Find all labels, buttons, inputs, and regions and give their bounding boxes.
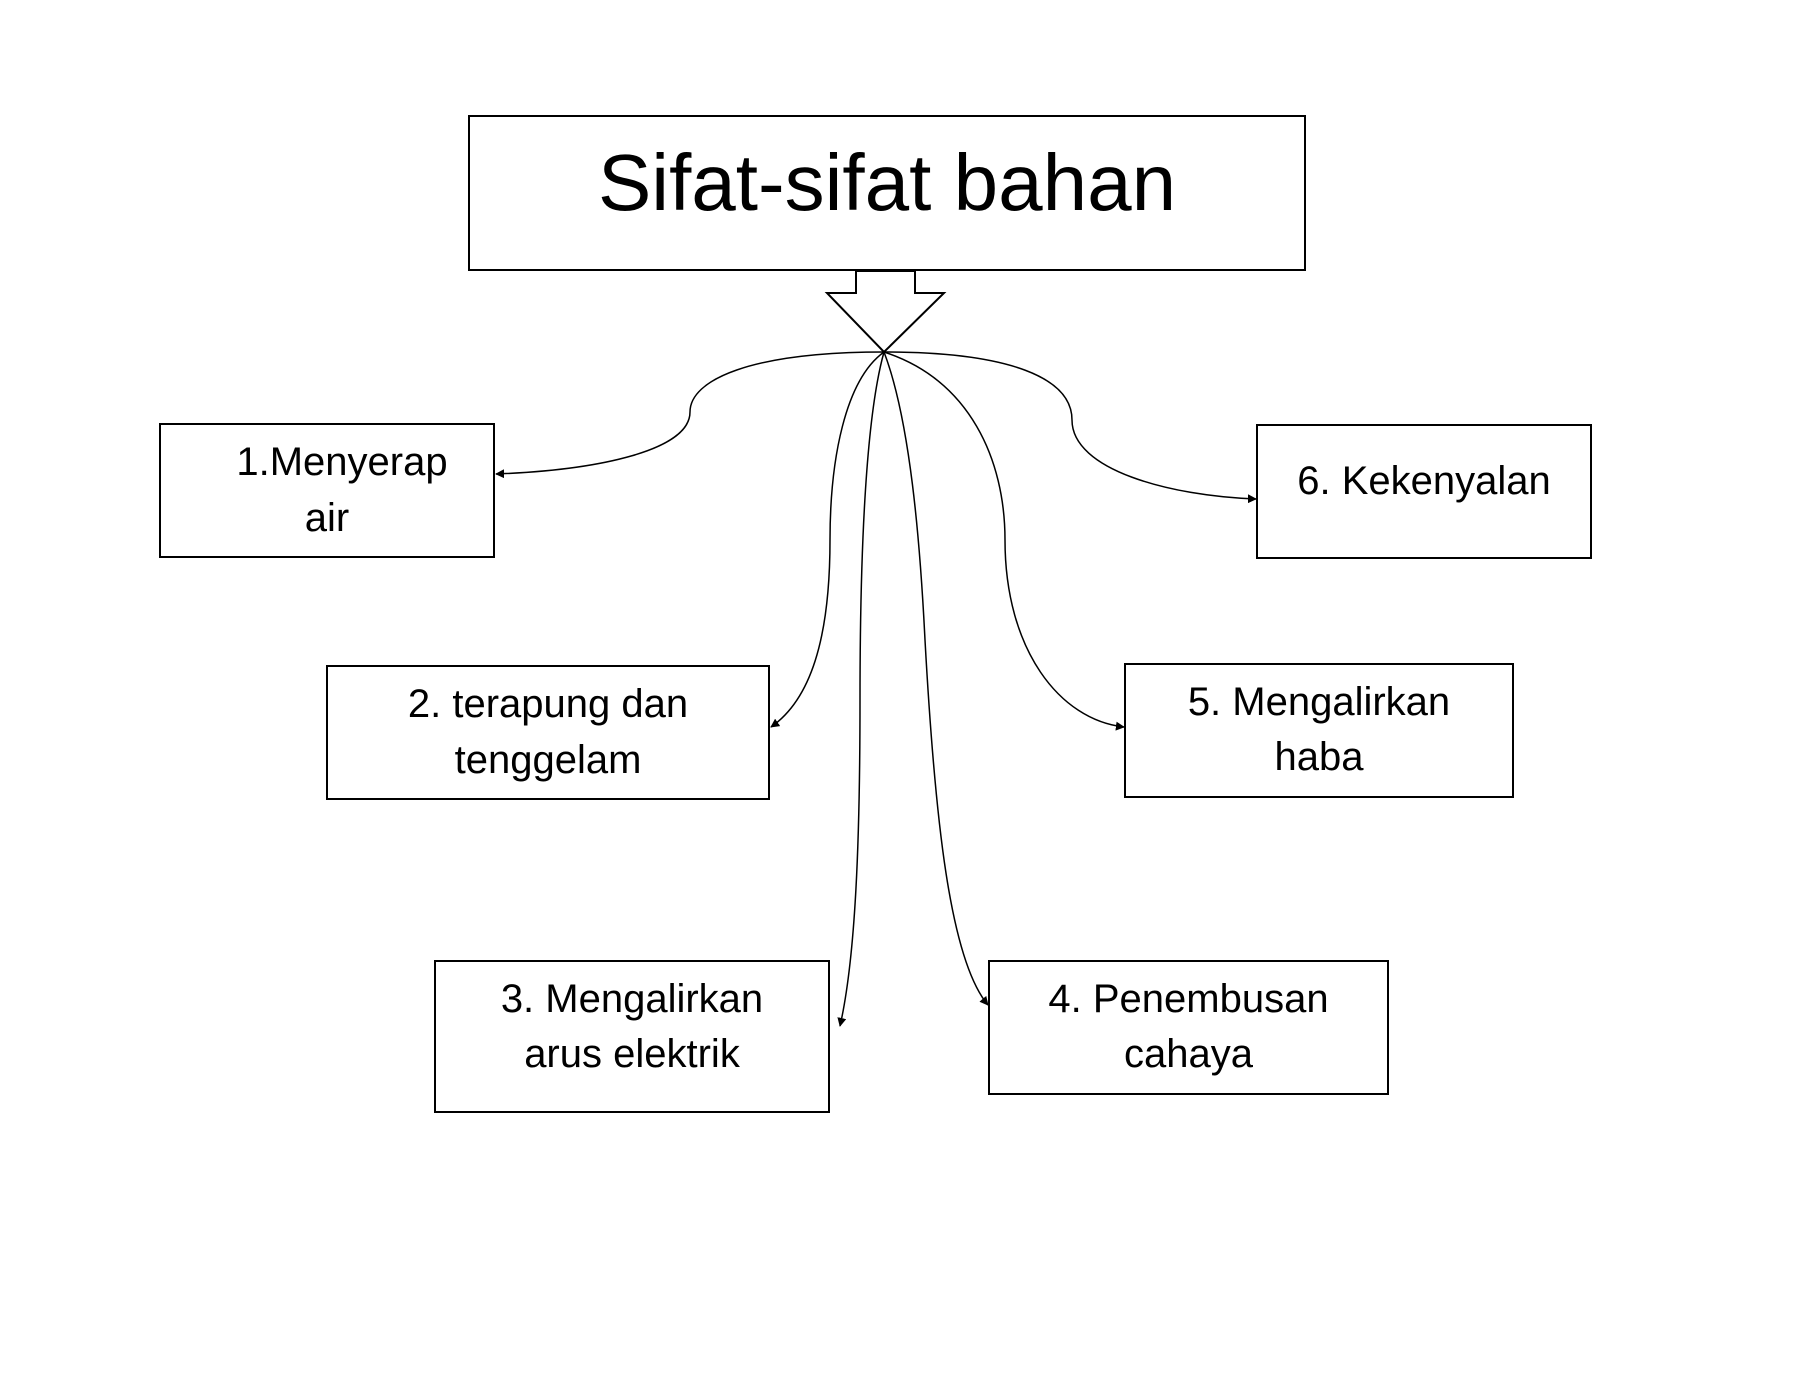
property-label-line: 6. Kekenyalan [1297,459,1551,503]
property-label-line: 2. terapung dan [407,682,689,727]
diagram-title: Sifat-sifat bahan [597,138,1177,227]
property-label-line: 1.Menyerap [236,440,448,485]
property-box-mengalirkan-arus-elektrik [434,960,830,1113]
property-box-mengalirkan-haba [1124,663,1514,798]
connector-to-penembusan-cahaya [884,352,988,1005]
property-label-line: haba [1274,735,1364,780]
title-box [468,115,1306,271]
property-box-penembusan-cahaya [988,960,1389,1095]
property-box-kekenyalan [1256,424,1592,559]
property-label-line: tenggelam [454,737,642,782]
property-label-line: 4. Penembusan [1048,977,1329,1021]
property-label-line: air [304,495,350,540]
connector-to-menyerap-air [496,352,884,474]
property-box-menyerap-air [159,423,495,558]
connector-to-terapung-tenggelam [771,352,884,727]
connector-to-mengalirkan-arus [840,352,884,1026]
property-label-line: 5. Mengalirkan [1187,680,1451,724]
property-label-line: cahaya [1124,1032,1253,1077]
title-down-arrow [827,271,944,352]
connector-to-kekenyalan [884,352,1256,499]
property-label-line: 3. Mengalirkan [500,977,764,1021]
connector-to-mengalirkan-haba [884,352,1124,727]
property-label-line: arus elektrik [524,1032,740,1077]
property-box-terapung-tenggelam [326,665,770,800]
